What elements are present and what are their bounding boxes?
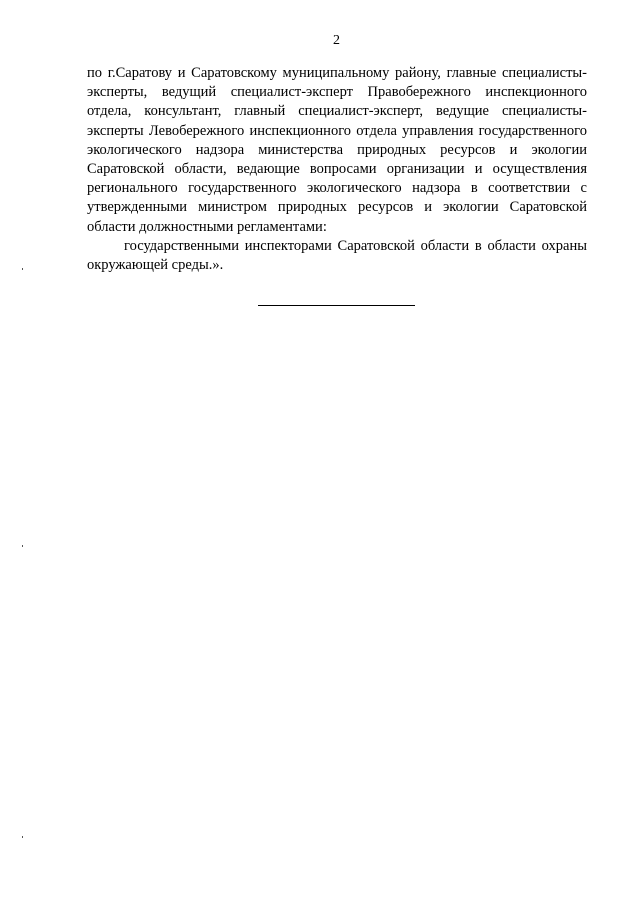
paragraph-1: по г.Саратову и Саратовскому муниципальному району, главные специалисты-эксперты, ведущий специалист-эксперт Правобережного инспекционного отдела, консультант, главный специалист-эксперт, ведущие специалисты-эксперты Левобережного инспекционного отдела управления государственного экологического надзора министерства природных ресурсов и экологии Саратовской области, ведающие вопросами организации и осуществления регионального государственного экологического надзора в соответствии с утвержденными министром природных ресурсов и экологии Саратовской области должностными регламентами: [87,65,587,235]
page-number: 2 [333,33,340,48]
paragraph-2: государственными инспекторами Саратовской области в области охраны окружающей среды.». [87,237,587,274]
scan-mark [22,836,23,838]
scan-mark [22,545,23,547]
scan-mark [22,268,23,270]
separator-line [258,305,415,306]
document-body [87,64,587,275]
